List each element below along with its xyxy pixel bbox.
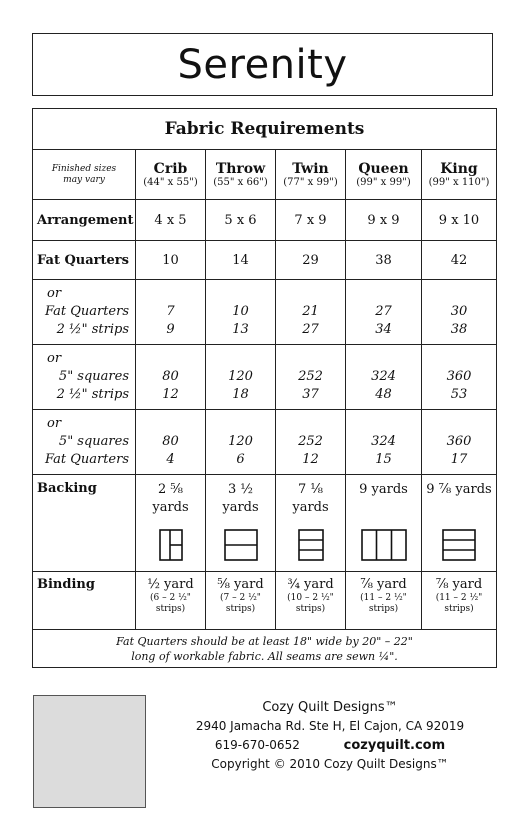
option-or: or	[47, 351, 62, 366]
table-cell: 5 x 6	[206, 200, 276, 241]
binding-strips: strips)	[368, 604, 399, 614]
table-cell: 9 x 10	[422, 200, 497, 241]
size-dims: (55" x 66")	[213, 177, 268, 188]
option-line: 5" squares	[58, 434, 129, 449]
backing-amount: 2 ⅝ yards	[152, 482, 189, 515]
binding-cell	[136, 572, 206, 630]
cell-value: 120	[228, 369, 253, 384]
cell-value: 12	[162, 387, 179, 402]
binding-strips: (11 – 2 ½"	[360, 593, 407, 603]
fat-quarters-row	[33, 241, 497, 280]
size-note-line: Finished sizes	[51, 163, 117, 174]
cell-value: 80	[162, 434, 179, 449]
table-heading: Fabric Requirements	[33, 109, 497, 150]
title-box	[32, 33, 493, 96]
cell-value: 324	[371, 434, 396, 449]
table-cell: 9 x 9	[346, 200, 422, 241]
phone-web-line	[170, 736, 490, 755]
cell-value: 252	[298, 434, 323, 449]
size-dims: (99" x 99")	[356, 177, 411, 188]
cell-value: 120	[228, 434, 253, 449]
size-dims: (77" x 99")	[283, 177, 338, 188]
option-line: 2 ½" strips	[56, 322, 129, 337]
size-note	[33, 150, 136, 200]
table-cell	[206, 345, 276, 410]
cell-value: 37	[302, 387, 319, 402]
table-cell	[276, 345, 346, 410]
option-row-3	[33, 410, 497, 475]
cell-value: 30	[450, 304, 468, 319]
binding-strips: (11 – 2 ½"	[435, 593, 483, 603]
cell-value: 18	[232, 387, 249, 402]
size-name: Queen	[358, 161, 409, 177]
table-cell: 4 x 5	[136, 200, 206, 241]
cell-value: 360	[446, 369, 472, 384]
table-cell: 10	[136, 241, 206, 280]
backing-diagram-throw-icon	[224, 529, 258, 561]
row-label: Arrangement	[33, 200, 136, 241]
backing-cell	[276, 475, 346, 572]
binding-strips: strips)	[295, 604, 326, 614]
size-header-throw	[206, 150, 276, 200]
backing-amount: 9 ⅞ yards	[426, 482, 492, 497]
arrangement-row	[33, 200, 497, 241]
binding-amount: ⅝ yard	[217, 577, 264, 592]
copyright: Copyright © 2010 Cozy Quilt Designs™	[211, 757, 449, 771]
binding-amount: ⅞ yard	[360, 577, 407, 592]
footnote	[33, 630, 497, 668]
table-cell: 42	[422, 241, 497, 280]
table-cell: 7 x 9	[276, 200, 346, 241]
cell-value: 17	[450, 452, 468, 467]
cell-value: 27	[375, 304, 392, 319]
row-label: Binding	[33, 572, 136, 630]
table-cell	[276, 410, 346, 475]
option-label	[33, 410, 136, 475]
table-cell	[422, 410, 497, 475]
size-name: Throw	[215, 161, 266, 177]
option-label	[33, 280, 136, 345]
binding-cell	[276, 572, 346, 630]
table-cell	[136, 345, 206, 410]
size-header-queen	[346, 150, 422, 200]
binding-cell	[346, 572, 422, 630]
cell-value: 21	[302, 304, 319, 319]
row-label: Backing	[33, 475, 136, 572]
option-or: or	[47, 416, 62, 431]
table-cell	[136, 280, 206, 345]
option-line: Fat Quarters	[44, 304, 129, 319]
cell-value: 252	[298, 369, 323, 384]
binding-strips: (6 – 2 ½"	[150, 593, 191, 603]
size-name: Crib	[153, 161, 188, 177]
size-header-king	[422, 150, 497, 200]
backing-diagram-king-icon	[442, 529, 476, 561]
backing-diagram-queen-icon	[361, 529, 407, 561]
option-line: Fat Quarters	[44, 452, 129, 467]
cell-value: 48	[375, 387, 392, 402]
cell-value: 38	[450, 322, 468, 337]
size-dims: (44" x 55")	[143, 177, 198, 188]
cell-value: 27	[302, 322, 319, 337]
backing-diagram-crib-icon	[159, 529, 183, 561]
option-label	[33, 345, 136, 410]
backing-cell	[136, 475, 206, 572]
backing-amount: 7 ⅛ yards	[292, 482, 329, 515]
size-header-twin	[276, 150, 346, 200]
cell-value: 34	[375, 322, 392, 337]
backing-cell	[422, 475, 497, 572]
cell-value: 360	[446, 434, 472, 449]
footnote-line: Fat Quarters should be at least 18" wide by 20" – 22"	[116, 634, 413, 648]
table-cell	[422, 280, 497, 345]
cell-value: 6	[236, 452, 245, 467]
cell-value: 80	[162, 369, 179, 384]
binding-strips: (10 – 2 ½"	[287, 593, 334, 603]
cell-value: 13	[232, 322, 249, 337]
binding-strips: strips)	[444, 604, 474, 614]
cell-value: 15	[375, 452, 392, 467]
binding-strips: strips)	[155, 604, 186, 614]
binding-strips: strips)	[225, 604, 256, 614]
table-cell	[346, 280, 422, 345]
footnote-line: long of workable fabric. All seams are sewn ¼".	[131, 649, 398, 663]
option-line: 5" squares	[58, 369, 129, 384]
company-name: Cozy Quilt Designs™	[262, 700, 398, 715]
cell-value: 53	[450, 387, 468, 402]
cell-value: 7	[166, 304, 175, 319]
backing-row	[33, 475, 497, 572]
cell-value: 9	[166, 322, 175, 337]
cell-value: 4	[166, 452, 175, 467]
table-cell	[206, 280, 276, 345]
backing-diagram-twin-icon	[298, 529, 324, 561]
address: 2940 Jamacha Rd. Ste H, El Cajon, CA 92019	[195, 719, 465, 733]
cell-value: 10	[232, 304, 249, 319]
website-link[interactable]: cozyquilt.com	[343, 738, 446, 753]
table-cell	[422, 345, 497, 410]
phone: 619-670-0652	[214, 738, 300, 752]
row-label: Fat Quarters	[33, 241, 136, 280]
page-title: Serenity	[177, 41, 348, 88]
option-row-2	[33, 345, 497, 410]
table-cell: 14	[206, 241, 276, 280]
option-row-1	[33, 280, 497, 345]
binding-amount: ¾ yard	[287, 577, 334, 592]
backing-cell	[206, 475, 276, 572]
binding-cell	[422, 572, 497, 630]
image-placeholder	[33, 695, 146, 808]
option-or: or	[47, 286, 62, 301]
table-cell	[206, 410, 276, 475]
size-note-line: may vary	[63, 174, 105, 185]
footnote-row	[33, 630, 497, 668]
backing-amount: 3 ½ yards	[222, 482, 259, 515]
table-cell	[346, 410, 422, 475]
binding-row	[33, 572, 497, 630]
fabric-requirements-table	[32, 108, 497, 668]
binding-amount: ½ yard	[147, 577, 194, 592]
binding-cell	[206, 572, 276, 630]
binding-amount: ⅞ yard	[435, 577, 483, 592]
backing-cell	[346, 475, 422, 572]
table-cell: 29	[276, 241, 346, 280]
size-name: King	[440, 161, 478, 177]
size-dims: (99" x 110")	[428, 177, 490, 188]
table-cell	[136, 410, 206, 475]
option-line: 2 ½" strips	[56, 387, 129, 402]
table-cell	[276, 280, 346, 345]
size-header-crib	[136, 150, 206, 200]
table-cell	[346, 345, 422, 410]
contact-block	[170, 698, 490, 774]
backing-amount: 9 yards	[359, 482, 408, 497]
table-cell: 38	[346, 241, 422, 280]
cell-value: 324	[371, 369, 396, 384]
size-name: Twin	[292, 161, 329, 177]
cell-value: 12	[302, 452, 319, 467]
binding-strips: (7 – 2 ½"	[220, 593, 261, 603]
